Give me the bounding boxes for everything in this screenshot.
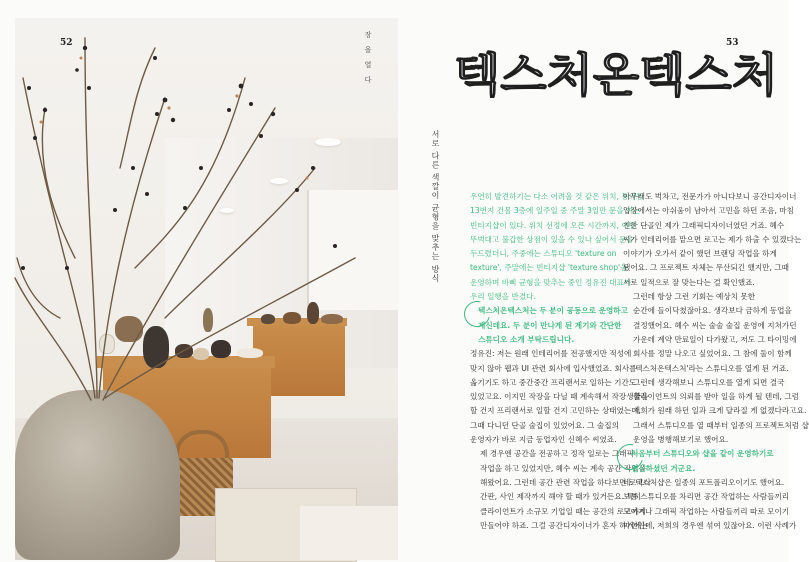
text-line: 보통 스튜디오를 차리면 공간 작업하는 사람들끼리 bbox=[623, 492, 790, 502]
page-number: 52 bbox=[60, 38, 73, 48]
interview-answer bbox=[623, 376, 809, 447]
text-line: 친한 단골인 제가 그래픽디자이너였던 거죠. 혜수 bbox=[623, 220, 785, 230]
text-line: 작업을 하고 있었지만, 혜수 씨는 계속 공간 작업을 bbox=[480, 463, 647, 473]
text-line: 서로 일적으로 잘 맞는다는 걸 확인했죠. bbox=[623, 277, 755, 287]
text-line: 두드렸더니, 주중에는 스튜디오 'texture on bbox=[470, 249, 617, 259]
text-line: 정유진: 저는 원래 인테리어를 전공했지만 적성에 bbox=[470, 349, 632, 359]
section-label-char: 을 bbox=[364, 46, 372, 54]
text-line: 씨가 인테리어를 맡으면 로고는 제가 하출 수 있겠다는 bbox=[623, 234, 802, 244]
dried-branches bbox=[15, 18, 398, 560]
text-line: 이야기가 오가서 같이 했던 브랜딩 작업을 하게 bbox=[623, 249, 777, 259]
text-line: 13번지 건물 3층에 일주일 중 주말 3일만 문을 여는 bbox=[470, 206, 641, 216]
text-line: 아무래도 벅차고, 전문가가 아니다보니 공간디자이너 bbox=[623, 192, 797, 201]
text-line: 우리 일행을 반겼다. bbox=[470, 292, 536, 302]
text-line: 해왔어요. 그런데 공간 관련 작업을 하다보면 로고나 bbox=[480, 477, 651, 487]
text-line: 할 건지 프리랜서로 일할 건지 고민하는 상태였는데, bbox=[470, 406, 641, 416]
text-line: 저희가 원래 하던 일과 크게 달라질 게 없겠다라고요. bbox=[633, 406, 807, 416]
text-line: 제 경우엔 공간을 전공하고 정작 일로는 그래픽 bbox=[480, 449, 634, 459]
text-line: 빈티지샵이 있다. 위치 선정에 오픈 시간까지, 어딘 bbox=[470, 220, 637, 230]
vertical-subtitle: 서로 다른 색깔이 균형을 맞추는 방식 bbox=[431, 130, 440, 283]
text-line: 맞지 않아 웹과 UI 관련 회사에 입사했었죠. 회사를 bbox=[470, 363, 637, 373]
text-line: 네. 텍스처샵은 일종의 포트폴리오이기도 했어요. bbox=[623, 477, 785, 487]
interview-answer bbox=[623, 290, 797, 376]
text-column-right bbox=[623, 190, 809, 533]
section-label-char: 열 bbox=[364, 61, 372, 69]
page-number: 53 bbox=[726, 38, 739, 48]
text-line: 클라이언트가 소규모 기업일 때는 공간의 로고까지 bbox=[480, 506, 647, 516]
article-title bbox=[452, 44, 782, 100]
text-line: 순간에 들이닥쳤잖아요. 생각보다 금하게 동업을 bbox=[633, 306, 792, 316]
section-label bbox=[362, 28, 374, 88]
text-line: 처음부터 스튜디오와 샵을 같이 운영하기로 bbox=[631, 449, 774, 459]
text-line: '텍스처온텍스처'라는 스튜디오를 열게 된 거죠. bbox=[633, 363, 789, 373]
text-line: 결정했어요. 혜수 씨는 술술 술집 운영에 지쳐가던 bbox=[633, 320, 797, 330]
interview-question bbox=[470, 304, 628, 347]
text-line: 뚜벅대고 불갑한 상점이 있을 수 있나 싶어서 문을 bbox=[470, 234, 634, 244]
text-line: 만들어야 하죠. 그걸 공간디자이너가 혼자 하기에는 bbox=[480, 520, 649, 530]
showroom-photo bbox=[15, 18, 398, 560]
interview-answer bbox=[470, 347, 649, 447]
interview-answer bbox=[623, 190, 802, 290]
text-line: 운영자가 바로 지금 동업자인 신혜수 씨였죠. bbox=[470, 435, 617, 445]
text-column-left bbox=[470, 190, 651, 533]
text-line: 결심하셨던 거군요. bbox=[631, 463, 696, 473]
intro-paragraph bbox=[470, 190, 644, 304]
text-line: 옮기기도 하고 중간중간 프리랜서로 일하는 기간도 bbox=[470, 377, 637, 387]
text-line: 있었고요. 이지민 작장을 다닐 때 계속해서 작장생활을 bbox=[470, 392, 649, 402]
text-line: 텍스처온텍스처는 두 분이 공동으로 운영하고 bbox=[478, 306, 628, 316]
text-line: 회사를 정말 나오고 싶었어요. 그 참에 둘이 함께 bbox=[633, 349, 792, 359]
text-line: 그런데 생각해보니 스튜디오를 열게 되면 결국 bbox=[633, 377, 785, 387]
text-line: 운영을 병행해보기로 했어요. bbox=[633, 435, 729, 445]
text-line: 그때 다니던 단골 술집이 있었어요. 그 술집의 bbox=[470, 420, 619, 430]
text-line: 클라이언트의 의뢰를 받아 일을 하게 될 텐데, 그럼 bbox=[633, 392, 800, 402]
text-line: 그런데 항상 그런 기회는 예상치 못한 bbox=[633, 292, 756, 302]
interview-answer bbox=[470, 447, 651, 533]
article-title-text: 텍스처온텍스처 bbox=[454, 48, 778, 102]
text-line: 간판, 사인 제작까지 해야 할 때가 있거든요. 특히 bbox=[480, 492, 642, 502]
text-line: 스튜디오 소개 부탁드립니다. bbox=[478, 334, 575, 344]
text-line: 운영하며 바삐 균형을 맞추는 중인 정유진 대표가 bbox=[470, 277, 632, 287]
text-line: 모이거나 그래픽 작업하는 사람들끼리 따로 모이기 bbox=[623, 506, 790, 516]
text-line: 우연히 발견하기는 다소 어려울 것 같은 위치, 통의동 bbox=[470, 192, 644, 201]
text-line: 됐어요. 그 프로젝트 자체는 무산되긴 했지만, 그때 bbox=[623, 263, 790, 273]
section-label-char: 장 bbox=[364, 31, 372, 39]
text-line: 가운데 계약 만료일이 다가왔고, 저도 그 타이밍에 bbox=[633, 334, 797, 344]
interview-question bbox=[623, 447, 774, 476]
text-line: 계신데요. 두 분이 만나게 된 계기와 간단한 bbox=[478, 320, 622, 330]
text-line: 마련인데, 저희의 경우엔 섞여 있잖아요. 이런 사례가 bbox=[623, 520, 797, 530]
text-line: 그래서 스튜디오를 열 때부터 일종의 프로젝트처럼 샵 bbox=[633, 420, 809, 430]
section-label-char: 다 bbox=[364, 76, 372, 84]
text-line: 입장에서는 아쉬움이 남아서 고민을 하던 조음, 마침 bbox=[623, 206, 794, 216]
text-line: texture', 주말에는 빈티지샵 'texture shop'을 bbox=[470, 263, 628, 273]
interview-answer bbox=[623, 476, 797, 533]
